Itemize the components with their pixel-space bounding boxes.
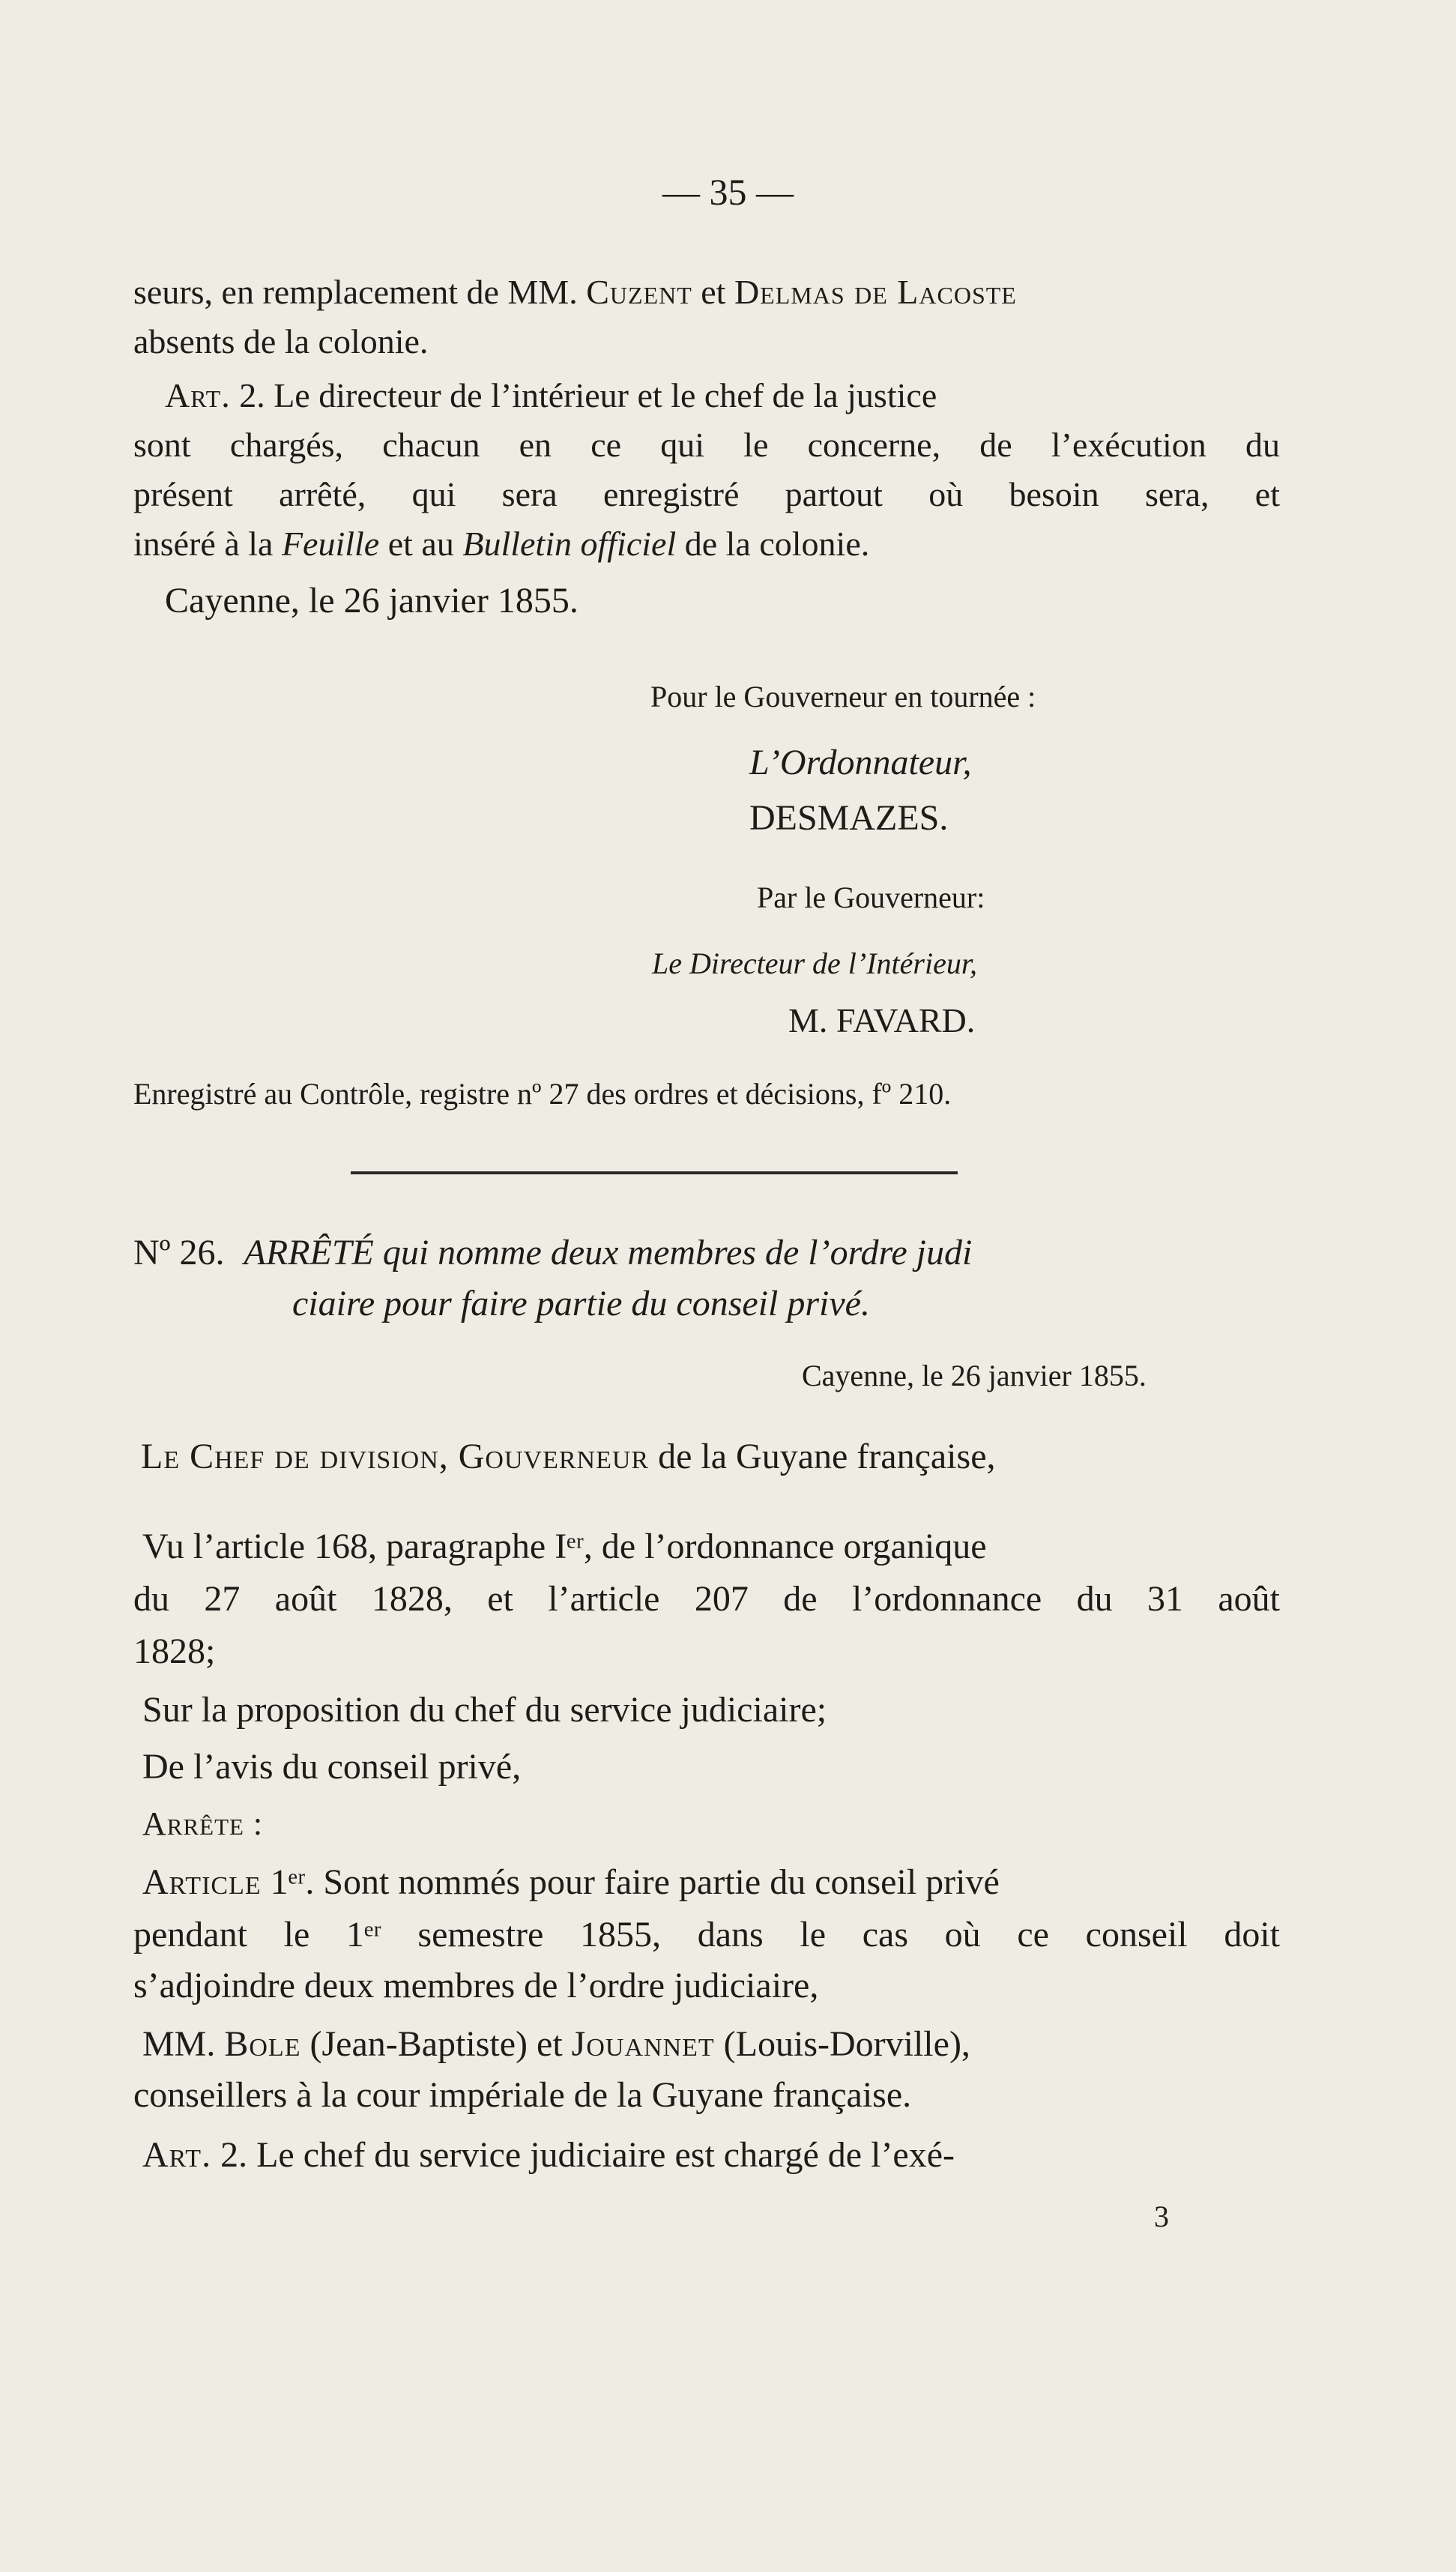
- page-number: — 35 —: [662, 171, 794, 213]
- article-label: Art.: [142, 2135, 212, 2175]
- text-line: Vu l’article 168, paragraphe Iᵉʳ, de l’ordonnance organique: [142, 1527, 987, 1566]
- text-line: De l’avis du conseil privé,: [142, 1747, 522, 1787]
- arrete-label: Arrête :: [142, 1805, 264, 1842]
- separator-rule: [351, 1171, 958, 1174]
- name-cuzent: Cuzent: [586, 273, 692, 311]
- article-label: Article: [142, 1862, 262, 1902]
- name-bole: Bole: [224, 2024, 301, 2064]
- article-label: Art.: [165, 376, 231, 414]
- text-line: MM. Bole (Jean-Baptiste) et Jouannet (Louis-Dorville),: [142, 2024, 970, 2064]
- text-line: s’adjoindre deux membres de l’ordre judiciaire,: [133, 1966, 819, 2005]
- signature-mark: 3: [1154, 2200, 1169, 2233]
- name-jouannet: Jouannet: [571, 2024, 715, 2064]
- text-line: 1828;: [133, 1631, 216, 1671]
- signature-pour: Pour le Gouverneur en tournée :: [650, 680, 1036, 713]
- text-line: du 27 août 1828, et l’article 207 de l’ordonnance du 31 août: [133, 1579, 1280, 1619]
- text-line: conseillers à la cour impériale de la Guyane française.: [133, 2075, 912, 2115]
- decree-title-line1: ARRÊTÉ qui nomme deux membres de l’ordre judi: [244, 1233, 973, 1273]
- decree-number: Nº 26.: [133, 1233, 225, 1273]
- decree-intro: Le Chef de division, Gouverneur de la Guyane française,: [141, 1437, 996, 1476]
- text-line: sont chargés, chacun en ce qui le concerne, de l’exécution du: [133, 426, 1280, 464]
- text-line: présent arrêté, qui sera enregistré partout où besoin sera, et: [133, 475, 1280, 513]
- issuer-title: Le Chef de division, Gouverneur: [141, 1437, 650, 1476]
- text-line: seurs, en remplacement de MM. Cuzent et Delmas de Lacoste: [133, 273, 1017, 311]
- text-line: pendant le 1ᵉʳ semestre 1855, dans le cas où ce conseil doit: [133, 1915, 1280, 1954]
- text-line: inséré à la Feuille et au Bulletin officiel de la colonie.: [133, 525, 870, 563]
- text-line: Art. 2. Le directeur de l’intérieur et le chef de la justice: [165, 376, 937, 414]
- ordonnateur-name: DESMAZES.: [749, 798, 949, 838]
- text-line: absents de la colonie.: [133, 322, 429, 360]
- signature-par: Par le Gouverneur:: [757, 881, 985, 914]
- directeur-name: M. FAVARD.: [788, 1001, 976, 1039]
- text-line: Sur la proposition du chef du service judiciaire;: [142, 1690, 827, 1730]
- ordonnateur-title: L’Ordonnateur,: [749, 743, 972, 782]
- decree-heading: [133, 1232, 972, 1274]
- feuille-title: Feuille: [281, 525, 380, 563]
- decree-title-line2: ciaire pour faire partie du conseil privé.: [292, 1284, 870, 1323]
- text-line: Article 1ᵉʳ. Sont nommés pour faire partie du conseil privé: [142, 1862, 1000, 1902]
- directeur-title: Le Directeur de l’Intérieur,: [652, 947, 977, 980]
- text-line: Art. 2. Le chef du service judiciaire est chargé de l’exé-: [142, 2135, 955, 2175]
- decree-dateline: Cayenne, le 26 janvier 1855.: [802, 1359, 1147, 1392]
- bulletin-title: Bulletin officiel: [462, 525, 677, 563]
- registration-note: Enregistré au Contrôle, registre nº 27 des ordres et décisions, fº 210.: [133, 1077, 952, 1111]
- name-delmas: Delmas de Lacoste: [734, 273, 1017, 311]
- date-place: Cayenne, le 26 janvier 1855.: [165, 581, 579, 621]
